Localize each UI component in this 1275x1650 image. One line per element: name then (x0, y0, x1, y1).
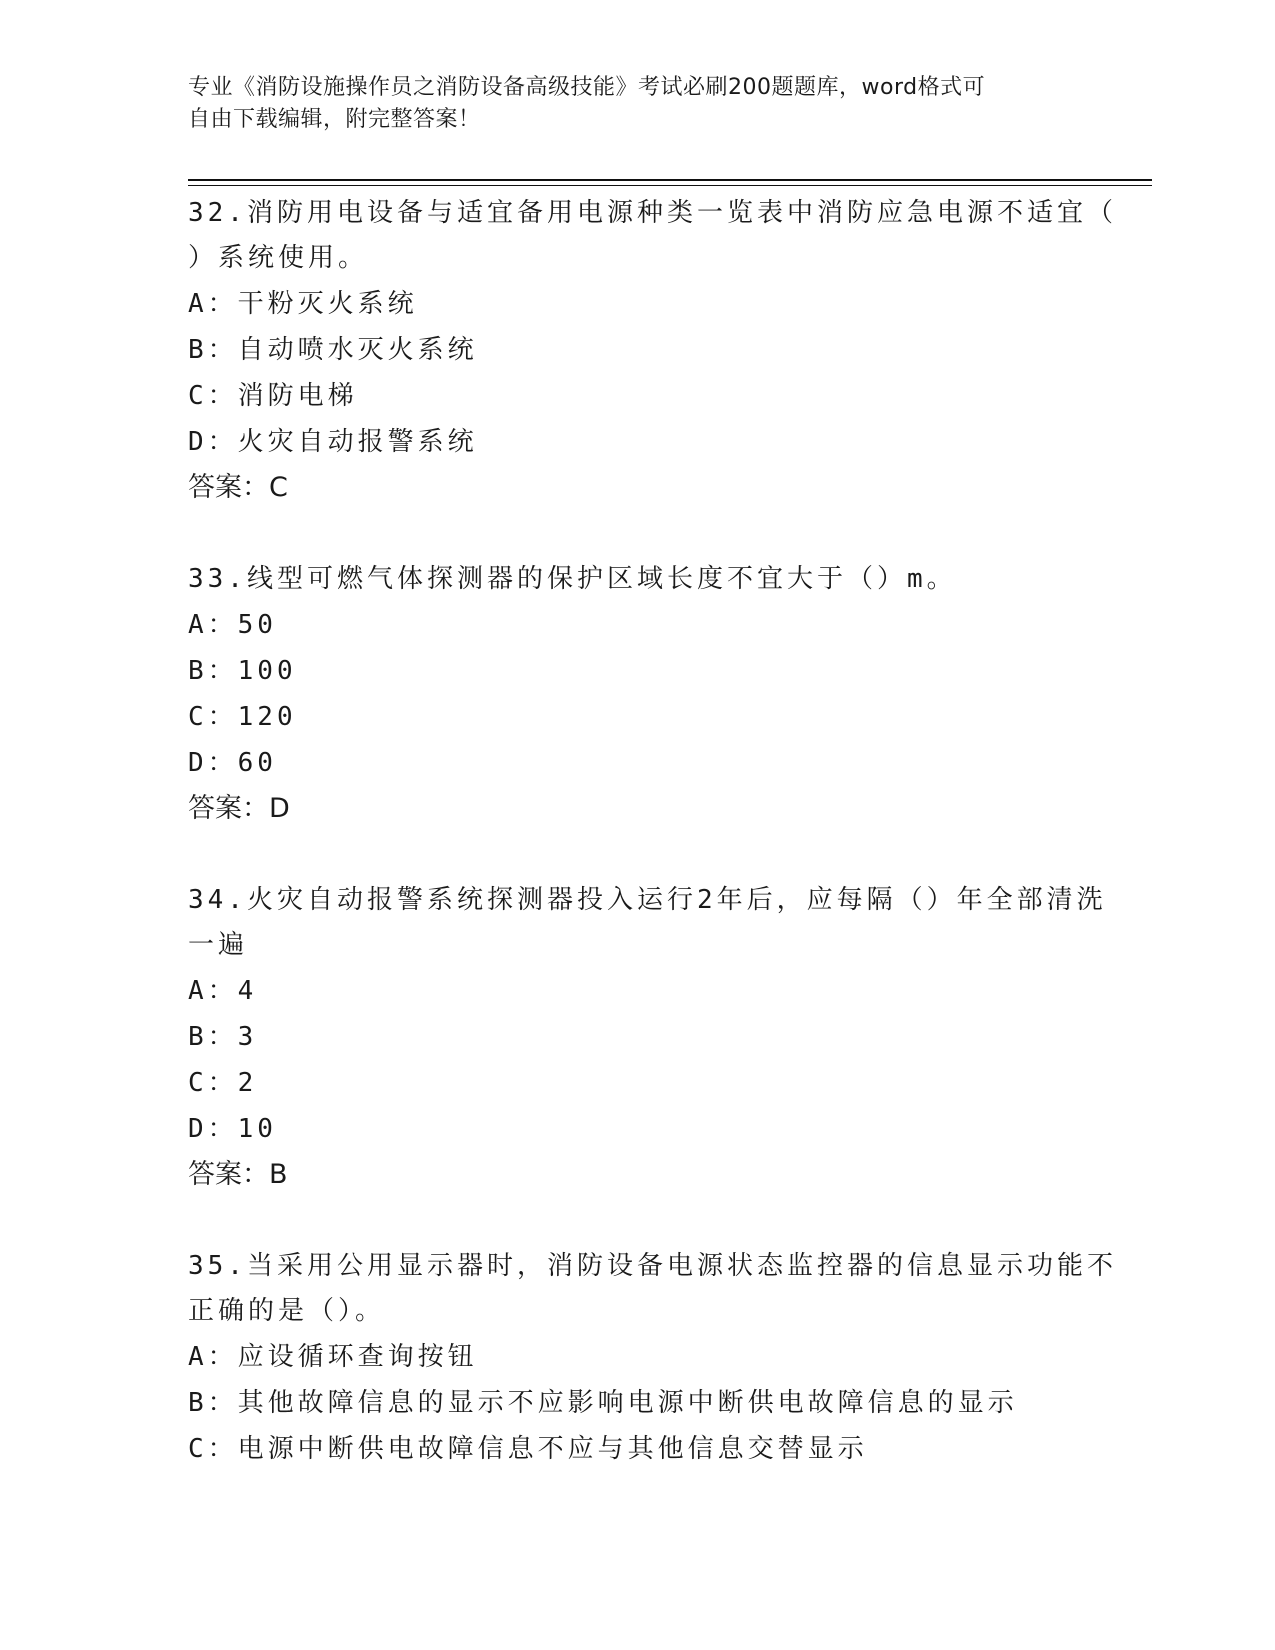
question-text: 34.火灾自动报警系统探测器投入运行2年后，应每隔（）年全部清洗 (188, 885, 1107, 915)
option-c: C：电源中断供电故障信息不应与其他信息交替显示 (188, 1434, 868, 1464)
header-divider-thin (188, 185, 1152, 186)
answer: 答案：C (188, 472, 288, 503)
question-33 (188, 557, 1088, 832)
option-c: C：120 (188, 702, 297, 732)
answer: 答案：D (188, 793, 290, 824)
option-b: B：100 (188, 656, 297, 686)
option-a: A：应设循环查询按钮 (188, 1342, 478, 1372)
option-a: A：4 (188, 976, 258, 1006)
document-header (188, 72, 1088, 136)
header-line-1: 专业《消防设施操作员之消防设备高级技能》考试必刷200题题库，word格式可 (188, 75, 986, 100)
header-line-2: 自由下载编辑，附完整答案！ (188, 107, 481, 132)
option-d: D：60 (188, 748, 277, 778)
question-text: 32.消防用电设备与适宜备用电源种类一览表中消防应急电源不适宜（ (188, 198, 1117, 228)
option-c: C：消防电梯 (188, 381, 358, 411)
question-32 (188, 191, 1117, 511)
option-a: A：干粉灭火系统 (188, 289, 418, 319)
option-b: B：自动喷水灭火系统 (188, 335, 478, 365)
question-text-continued: 一遍 (188, 930, 249, 960)
option-d: D：火灾自动报警系统 (188, 427, 478, 457)
header-divider-thick (188, 179, 1152, 181)
option-a: A：50 (188, 610, 277, 640)
question-text-continued: 正确的是（）。 (188, 1296, 386, 1326)
question-list (188, 191, 1117, 1518)
answer: 答案：B (188, 1159, 288, 1190)
question-text: 33.线型可燃气体探测器的保护区域长度不宜大于（）m。 (188, 564, 957, 594)
option-c: C：2 (188, 1068, 258, 1098)
question-34 (188, 878, 1107, 1198)
option-b: B：3 (188, 1022, 258, 1052)
question-text-continued: ）系统使用。 (188, 243, 369, 273)
option-d: D：10 (188, 1114, 277, 1144)
option-b: B：其他故障信息的显示不应影响电源中断供电故障信息的显示 (188, 1388, 1018, 1418)
question-35 (188, 1244, 1117, 1472)
question-text: 35.当采用公用显示器时，消防设备电源状态监控器的信息显示功能不 (188, 1251, 1117, 1281)
